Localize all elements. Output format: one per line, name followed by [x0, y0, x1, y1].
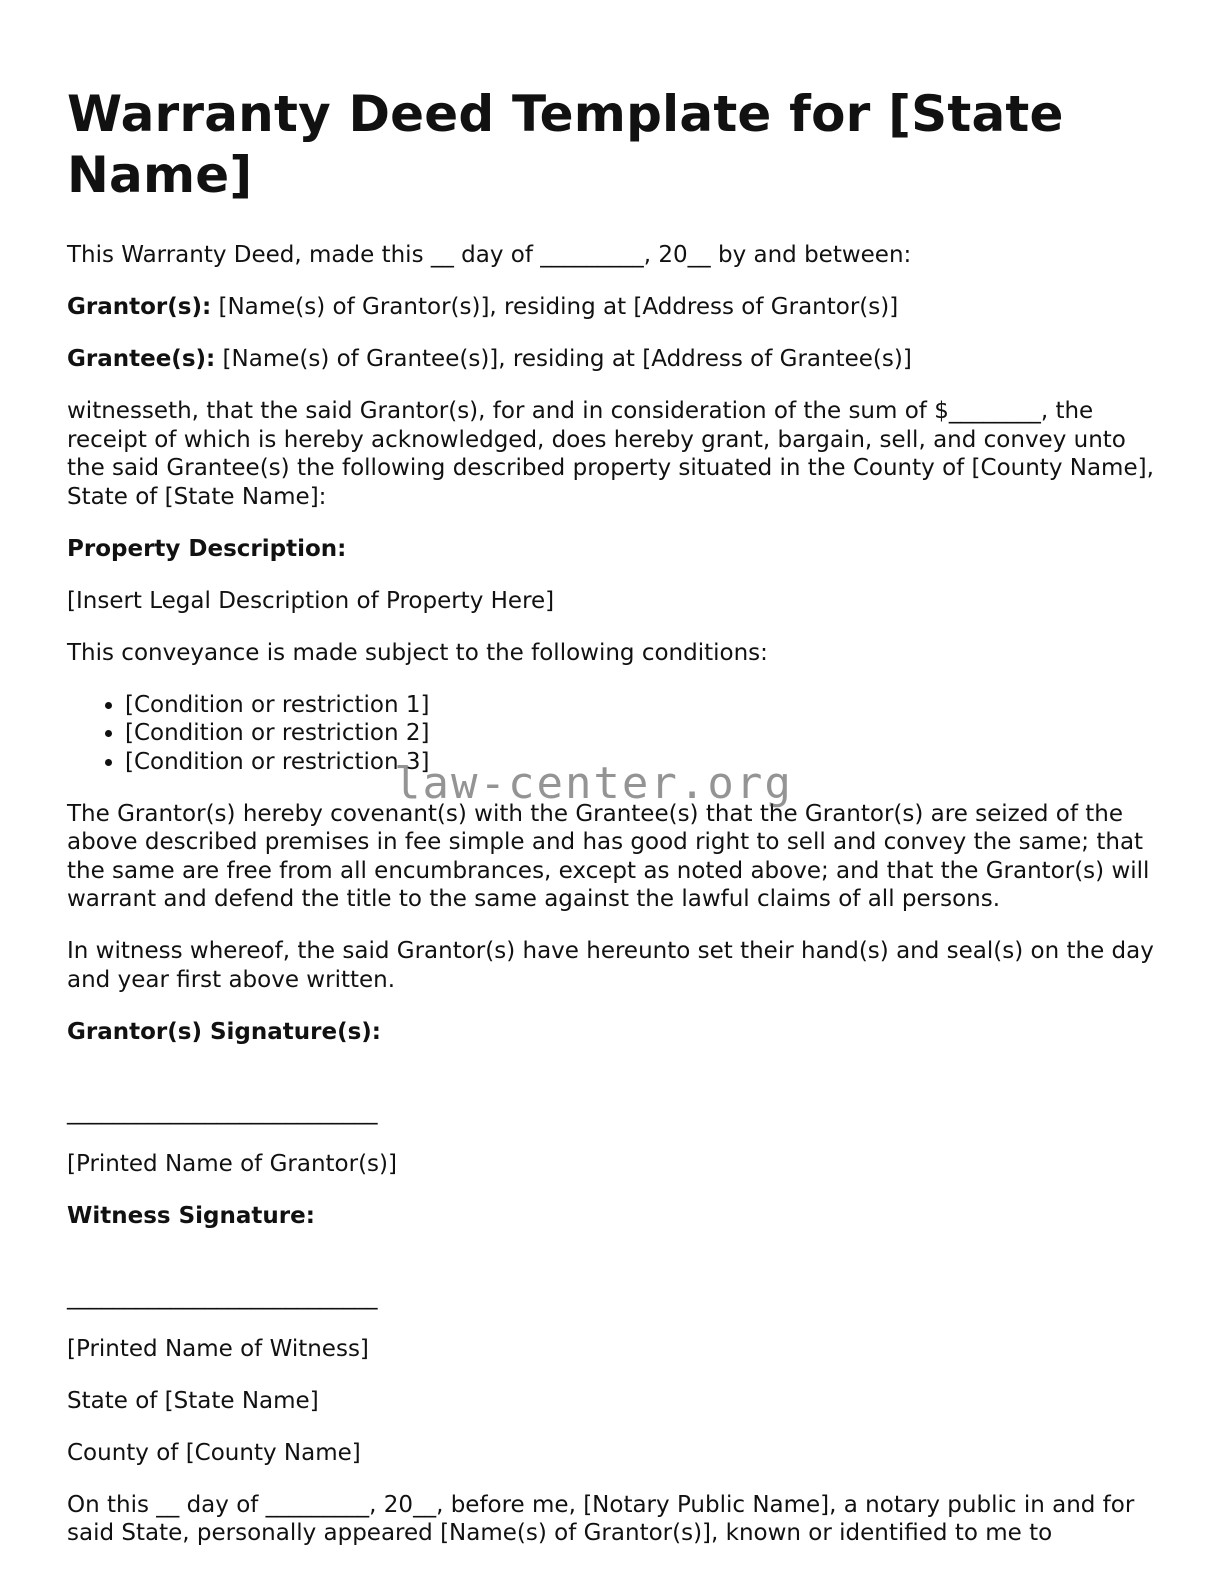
witness-clause: In witness whereof, the said Grantor(s) have hereunto set their hand(s) and seal(s) on the day and year first above written. — [67, 938, 1154, 993]
grantor-printed-name: [Printed Name of Grantor(s)] — [67, 1151, 397, 1177]
consideration-paragraph: witnesseth, that the said Grantor(s), for and in consideration of the sum of $________, the receipt of which is hereby acknowledged, does hereby grant, bargain, sell, and convey unto the said Grantee(s) the following described property situated in the County of [County Name], State of [State Name]: — [67, 398, 1154, 510]
property-description: [Insert Legal Description of Property Here] — [67, 587, 555, 614]
grantor-label: Grantor(s): — [67, 294, 212, 320]
grantee-text: [Name(s) of Grantee(s)], residing at [Address of Grantee(s)] — [215, 346, 912, 372]
county-line: County of [County Name] — [67, 1439, 361, 1466]
conditions-list — [67, 691, 1162, 777]
covenant-paragraph: The Grantor(s) hereby covenant(s) with the Grantee(s) that the Grantor(s) are seized of the above described premises in fee simple and has good right to sell and convey the same; that the same are free from all encumbrances, except as noted above; and that the Grantor(s) will warrant and defend the title to the same against the lawful claims of all persons. — [67, 800, 1150, 912]
list-item: • [Condition or restriction 2] — [125, 719, 1162, 748]
intro-paragraph: This Warranty Deed, made this __ day of _________, 20__ by and between: — [67, 242, 912, 268]
state-line: State of [State Name] — [67, 1387, 319, 1414]
notary-paragraph: On this __ day of _________, 20__, before me, [Notary Public Name], a notary public in and for said State, personally appeared [Name(s) of Grantor(s)], known or identified to me to — [67, 1491, 1135, 1546]
list-item: • [Condition or restriction 3] — [125, 748, 1162, 777]
property-heading: Property Description: — [67, 535, 347, 562]
grantor-text: [Name(s) of Grantor(s)], residing at [Address of Grantor(s)] — [211, 294, 899, 320]
witness-signature-line: ___________________________ — [67, 1283, 378, 1310]
grantor-signature-heading: Grantor(s) Signature(s): — [67, 1018, 382, 1045]
witness-printed-name: [Printed Name of Witness] — [67, 1335, 369, 1362]
grantor-line — [67, 293, 1162, 322]
grantee-label: Grantee(s): — [67, 346, 216, 372]
conditions-intro: This conveyance is made subject to the following conditions: — [67, 639, 768, 666]
document-title: Warranty Deed Template for [State Name] — [67, 85, 1064, 204]
grantor-signature-line: ___________________________ — [67, 1099, 378, 1125]
list-item: • [Condition or restriction 1] — [125, 691, 1162, 720]
grantee-line — [67, 345, 1162, 374]
document-page — [67, 84, 1162, 1571]
witness-signature-heading: Witness Signature: — [67, 1203, 315, 1229]
watermark: law-center.org — [394, 758, 793, 809]
